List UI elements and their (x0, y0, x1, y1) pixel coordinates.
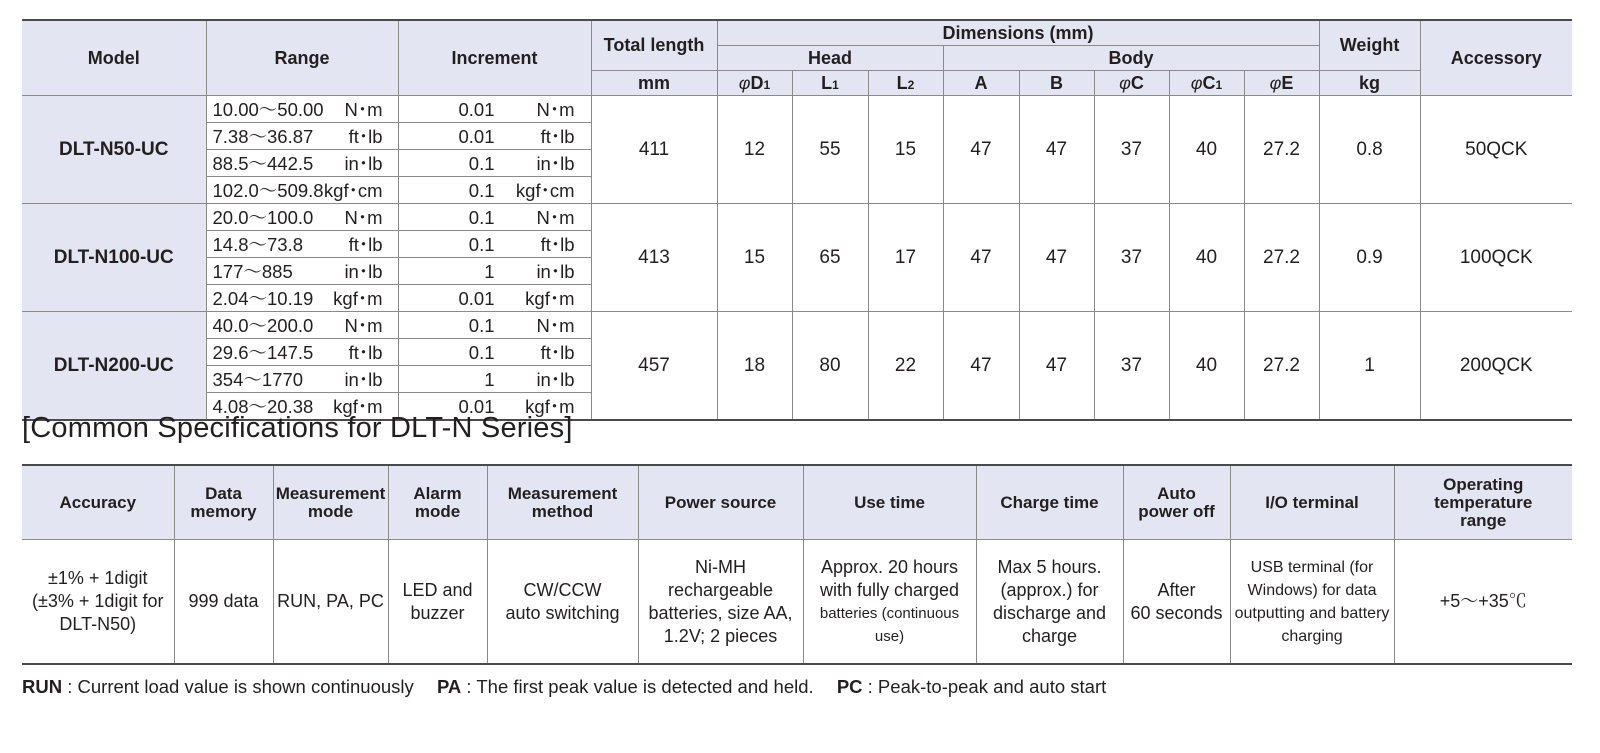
value-c: 37 (1094, 204, 1169, 312)
l1-label: L (821, 72, 833, 93)
value-l2: 15 (868, 96, 943, 204)
value-c: 37 (1094, 96, 1169, 204)
value-l2: 22 (868, 312, 943, 421)
header-b: B (1019, 71, 1094, 96)
increment-value: 1 (484, 261, 495, 282)
value-power-source (638, 540, 803, 665)
d1-subscript: 1 (763, 77, 771, 92)
value-l1: 55 (792, 96, 868, 204)
l1-subscript: 1 (832, 77, 839, 92)
value-accessory: 200QCK (1420, 312, 1572, 421)
header-dimensions: Dimensions (mm) (717, 20, 1319, 46)
increment-unit: kgf･cm (515, 180, 575, 201)
value-charge-time (976, 540, 1123, 665)
increment-value: 0.01 (458, 396, 495, 417)
value-d1: 12 (717, 96, 792, 204)
header-increment: Increment (398, 20, 591, 96)
header-measurement-mode (273, 465, 388, 540)
value-a: 47 (943, 204, 1019, 312)
footnote-key: PA (436, 676, 462, 697)
phi-symbol: φ (1190, 72, 1203, 93)
range-unit: N･m (344, 99, 383, 120)
range-unit: N･m (344, 207, 383, 228)
c1-subscript: 1 (1215, 77, 1223, 92)
common-spec-table (22, 464, 1572, 665)
increment-unit: N･m (536, 315, 575, 336)
value-alarm-mode (388, 540, 487, 665)
header-line: temperature (1434, 492, 1533, 512)
value-line: rechargeable (667, 579, 774, 600)
header-l2 (868, 71, 943, 96)
value-c1: 40 (1169, 312, 1244, 421)
l2-subscript: 2 (907, 77, 915, 92)
range-unit: ft･lb (348, 342, 383, 363)
header-line: Alarm (413, 483, 462, 503)
value-d1: 18 (717, 312, 792, 421)
table-row (22, 204, 1572, 231)
header-line: Measurement (507, 483, 618, 503)
value-weight: 0.8 (1319, 96, 1420, 204)
header-io-terminal: I/O terminal (1230, 465, 1394, 540)
common-spec-heading: [Common Specifications for DLT-N Series] (22, 412, 573, 444)
value-line: Ni-MH (695, 556, 746, 577)
range-unit: kgf･m (333, 396, 383, 417)
range-unit: N･m (344, 315, 383, 336)
value-l1: 65 (792, 204, 868, 312)
value-line: USB terminal (for (1250, 558, 1374, 576)
increment-value: 0.1 (468, 234, 495, 255)
range-value: 40.0～200.0 (212, 315, 314, 336)
increment-unit: ft･lb (540, 126, 575, 147)
increment-cell (398, 285, 591, 312)
range-value: 2.04～10.19 (212, 288, 314, 309)
header-total-length: Total length (591, 20, 717, 71)
increment-cell (398, 123, 591, 150)
header-weight-unit: kg (1319, 71, 1420, 96)
header-power-source: Power source (638, 465, 803, 540)
phi-symbol: φ (738, 72, 751, 93)
header-c (1094, 71, 1169, 96)
range-value: 14.8～73.8 (212, 234, 304, 255)
model-name: DLT-N200-UC (22, 312, 206, 421)
value-total-length: 411 (591, 96, 717, 204)
range-value: 354～1770 (212, 369, 304, 390)
range-unit: kgf･m (333, 288, 383, 309)
table-row (22, 96, 1572, 123)
range-cell (206, 258, 398, 285)
value-accuracy (22, 540, 174, 665)
increment-cell (398, 231, 591, 258)
header-line: memory (190, 501, 257, 521)
range-unit: ft･lb (348, 234, 383, 255)
value-accessory: 50QCK (1420, 96, 1572, 204)
value-line: (approx.) for (1000, 579, 1099, 600)
model-spec-table (22, 19, 1572, 421)
value-line: batteries (continuous use) (819, 604, 960, 645)
footnote-run (22, 676, 414, 697)
increment-cell (398, 339, 591, 366)
increment-cell (398, 96, 591, 123)
range-value: 88.5～442.5 (212, 153, 314, 174)
model-name: DLT-N100-UC (22, 204, 206, 312)
header-head: Head (717, 46, 943, 71)
range-cell (206, 285, 398, 312)
value-e: 27.2 (1244, 96, 1319, 204)
value-accessory: 100QCK (1420, 204, 1572, 312)
footnote-pa (437, 676, 814, 697)
header-line: mode (414, 501, 461, 521)
header-accuracy: Accuracy (22, 465, 174, 540)
header-data-memory (174, 465, 273, 540)
footnote-text: : Current load value is shown continuously (62, 676, 414, 697)
range-value: 20.0～100.0 (212, 207, 314, 228)
footnote-text: : The first peak value is detected and held. (461, 676, 814, 697)
value-line: charge (1021, 625, 1078, 646)
value-c: 37 (1094, 312, 1169, 421)
value-total-length: 413 (591, 204, 717, 312)
value-line: Max 5 hours. (997, 556, 1102, 577)
value-data-memory: 999 data (174, 540, 273, 665)
value-line: buzzer (410, 602, 465, 623)
header-weight: Weight (1319, 20, 1420, 71)
increment-cell (398, 258, 591, 285)
value-l1: 80 (792, 312, 868, 421)
value-c1: 40 (1169, 204, 1244, 312)
value-line: 1.2V; 2 pieces (663, 625, 778, 646)
value-line: Approx. 20 hours (820, 556, 959, 577)
range-cell (206, 204, 398, 231)
c1-label: C (1202, 72, 1216, 93)
increment-unit: kgf･m (525, 288, 575, 309)
header-charge-time: Charge time (976, 465, 1123, 540)
header-alarm-mode (388, 465, 487, 540)
range-cell (206, 366, 398, 393)
header-l1 (792, 71, 868, 96)
range-value: 177～885 (212, 261, 293, 282)
increment-cell (398, 204, 591, 231)
increment-value: 0.1 (468, 315, 495, 336)
range-unit: in･lb (344, 153, 383, 174)
value-line: with fully charged (819, 579, 960, 600)
c-label: C (1130, 72, 1144, 93)
value-line: outputting and battery (1234, 604, 1390, 622)
footnote-pc (837, 676, 1106, 697)
range-value: 7.38～36.87 (212, 126, 314, 147)
increment-value: 0.1 (468, 153, 495, 174)
header-d1 (717, 71, 792, 96)
increment-value: 0.01 (458, 288, 495, 309)
value-line: CW/CCW (523, 579, 602, 600)
header-use-time: Use time (803, 465, 976, 540)
increment-value: 1 (484, 369, 495, 390)
increment-unit: in･lb (536, 261, 575, 282)
header-line: Operating (1443, 474, 1524, 494)
value-line: discharge and (992, 602, 1107, 623)
range-unit: kgf･cm (323, 180, 383, 201)
header-line: Auto (1157, 483, 1196, 503)
header-c1 (1169, 71, 1244, 96)
value-b: 47 (1019, 204, 1094, 312)
header-model: Model (22, 20, 206, 96)
value-d1: 15 (717, 204, 792, 312)
value-measurement-method (487, 540, 638, 665)
value-operating-temp: +5～+35℃ (1394, 540, 1572, 665)
header-a: A (943, 71, 1019, 96)
header-line: mode (307, 501, 354, 521)
model-name: DLT-N50-UC (22, 96, 206, 204)
e-label: E (1281, 72, 1294, 93)
increment-cell (398, 312, 591, 339)
header-measurement-method (487, 465, 638, 540)
range-value: 29.6～147.5 (212, 342, 314, 363)
value-line: 60 seconds (1130, 602, 1223, 623)
increment-cell (398, 150, 591, 177)
footnote-text: : Peak-to-peak and auto start (862, 676, 1107, 697)
phi-symbol: φ (1269, 72, 1282, 93)
phi-symbol: φ (1119, 72, 1131, 93)
increment-unit: in･lb (536, 369, 575, 390)
header-line: Measurement (275, 483, 386, 503)
value-line: Windows) for data (1247, 581, 1377, 599)
value-line: LED and (402, 579, 473, 600)
header-line: power off (1138, 501, 1215, 521)
value-auto-power-off (1123, 540, 1230, 665)
increment-value: 0.1 (468, 180, 495, 201)
footnote-key: PC (836, 676, 863, 697)
range-cell (206, 150, 398, 177)
increment-unit: kgf･m (525, 396, 575, 417)
value-total-length: 457 (591, 312, 717, 421)
header-line: Data (205, 483, 242, 503)
increment-value: 0.1 (468, 342, 495, 363)
range-unit: ft･lb (348, 126, 383, 147)
increment-unit: N･m (536, 99, 575, 120)
header-range: Range (206, 20, 398, 96)
value-line: After (1157, 579, 1196, 600)
range-cell (206, 231, 398, 258)
value-a: 47 (943, 96, 1019, 204)
increment-value: 0.01 (458, 126, 495, 147)
header-body: Body (943, 46, 1319, 71)
range-value: 4.08～20.38 (212, 396, 314, 417)
header-e (1244, 71, 1319, 96)
value-line: DLT-N50) (59, 614, 137, 634)
value-measurement-mode: RUN, PA, PC (273, 540, 388, 665)
range-unit: in･lb (344, 261, 383, 282)
value-line: (±3% + 1digit for (32, 591, 164, 611)
value-e: 27.2 (1244, 312, 1319, 421)
value-e: 27.2 (1244, 204, 1319, 312)
range-cell (206, 312, 398, 339)
increment-value: 0.1 (468, 207, 495, 228)
increment-cell (398, 177, 591, 204)
increment-value: 0.01 (458, 99, 495, 120)
value-c1: 40 (1169, 96, 1244, 204)
increment-unit: in･lb (536, 153, 575, 174)
value-io-terminal (1230, 540, 1394, 665)
table-row (22, 312, 1572, 339)
value-line: ±1% + 1digit (48, 568, 148, 588)
mode-footnote (22, 676, 1124, 698)
value-weight: 0.9 (1319, 204, 1420, 312)
header-total-length-unit: mm (591, 71, 717, 96)
increment-unit: ft･lb (540, 234, 575, 255)
increment-cell (398, 366, 591, 393)
range-unit: in･lb (344, 369, 383, 390)
header-line: method (531, 501, 594, 521)
header-accessory: Accessory (1420, 20, 1572, 96)
value-l2: 17 (868, 204, 943, 312)
value-line: charging (1281, 627, 1343, 645)
header-line: range (1460, 510, 1507, 530)
value-weight: 1 (1319, 312, 1420, 421)
d1-label: D (750, 72, 764, 93)
value-line: auto switching (505, 602, 620, 623)
range-value: 10.00～50.00 (212, 99, 324, 120)
value-b: 47 (1019, 312, 1094, 421)
value-use-time (803, 540, 976, 665)
value-b: 47 (1019, 96, 1094, 204)
range-cell (206, 177, 398, 204)
l2-label: L (896, 72, 908, 93)
value-a: 47 (943, 312, 1019, 421)
range-cell (206, 123, 398, 150)
header-auto-power-off (1123, 465, 1230, 540)
footnote-key: RUN (22, 676, 63, 697)
range-cell (206, 96, 398, 123)
range-value: 102.0～509.8 (212, 180, 324, 201)
value-line: batteries, size AA, (648, 602, 793, 623)
header-operating-temp (1394, 465, 1572, 540)
increment-unit: N･m (536, 207, 575, 228)
increment-unit: ft･lb (540, 342, 575, 363)
range-cell (206, 339, 398, 366)
